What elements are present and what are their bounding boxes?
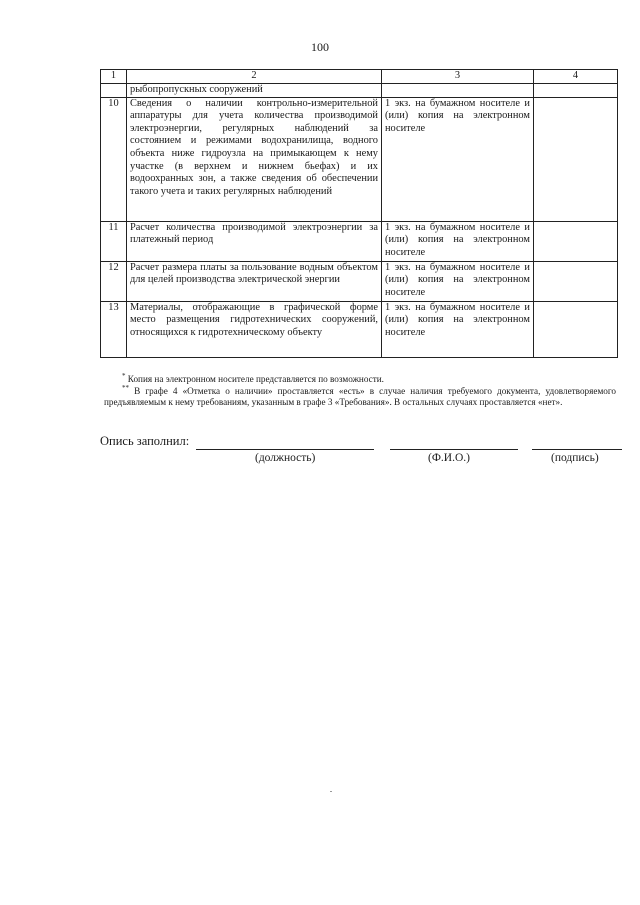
requirements-cell: 1 экз. на бумажном носителе и (или) копия на электронном носителе — [382, 261, 534, 301]
position-caption: (должность) — [255, 452, 316, 464]
row-number: 10 — [101, 97, 127, 221]
document-name: Расчет размера платы за пользование водным объектом для целей производства электрической энергии — [127, 261, 382, 301]
document-name: Сведения о наличии контрольно-измерительной аппаратуры для учета количества производимой электроэнергии, регулярных наблюдений за состоянием и режимами водохранилища, водного объекта ниже гидроузла на примыкающем к нему участке (в верхнем и нижнем бьефах) и их водоохранных зон, а также сведения об обеспечении такого учета и таких регулярных наблюдений — [127, 97, 382, 221]
row-number: 12 — [101, 261, 127, 301]
mark-cell — [534, 97, 618, 221]
footnote-1 — [104, 371, 616, 386]
table-row — [101, 261, 618, 301]
mark-cell — [534, 83, 618, 97]
table-row — [101, 97, 618, 221]
footnote-2-mark: ** — [122, 383, 129, 392]
footnote-2-text: В графе 4 «Отметка о наличии» проставляется «есть» в случае наличия требуемого документа, удовлетворяемого предъявляемым к нему требованиям, указанным в графе 3 «Требования». В остальных случаях проставляется «нет». — [104, 385, 616, 408]
footnote-2 — [104, 383, 616, 409]
table-row — [101, 221, 618, 261]
footnote-1-mark: * — [122, 371, 126, 380]
requirements-cell: 1 экз. на бумажном носителе и (или) копия на электронном носителе — [382, 221, 534, 261]
name-caption: (Ф.И.О.) — [428, 452, 470, 464]
row-number — [101, 83, 127, 97]
table-row-continuation — [101, 83, 618, 97]
table-row — [101, 301, 618, 357]
requirements-cell: 1 экз. на бумажном носителе и (или) копия на электронном носителе — [382, 301, 534, 357]
document-name: Материалы, отображающие в графической форме место размещения гидротехнических сооружений, относящихся к гидротехническому объекту — [127, 301, 382, 357]
mark-cell — [534, 221, 618, 261]
table-header-row — [101, 70, 618, 84]
signature-caption: (подпись) — [551, 452, 599, 464]
name-line — [390, 449, 518, 450]
scan-speck — [330, 791, 332, 792]
header-col-2: 2 — [127, 70, 382, 84]
header-col-4: 4 — [534, 70, 618, 84]
requirements-cell — [382, 83, 534, 97]
mark-cell — [534, 301, 618, 357]
document-name: Расчет количества производимой электроэнергии за платежный период — [127, 221, 382, 261]
header-col-3: 3 — [382, 70, 534, 84]
page-number: 100 — [311, 40, 329, 54]
row-number: 11 — [101, 221, 127, 261]
requirements-cell: 1 экз. на бумажном носителе и (или) копия на электронном носителе — [382, 97, 534, 221]
documents-table — [100, 69, 618, 358]
footnote-1-text: Копия на электронном носителе представляется по возможности. — [127, 374, 384, 384]
position-line — [196, 449, 374, 450]
header-col-1: 1 — [101, 70, 127, 84]
signature-label: Опись заполнил: — [100, 434, 190, 448]
signature-line — [532, 449, 622, 450]
footnotes — [104, 371, 616, 409]
continuation-text: рыбопропускных сооружений — [127, 83, 382, 97]
row-number: 13 — [101, 301, 127, 357]
mark-cell — [534, 261, 618, 301]
